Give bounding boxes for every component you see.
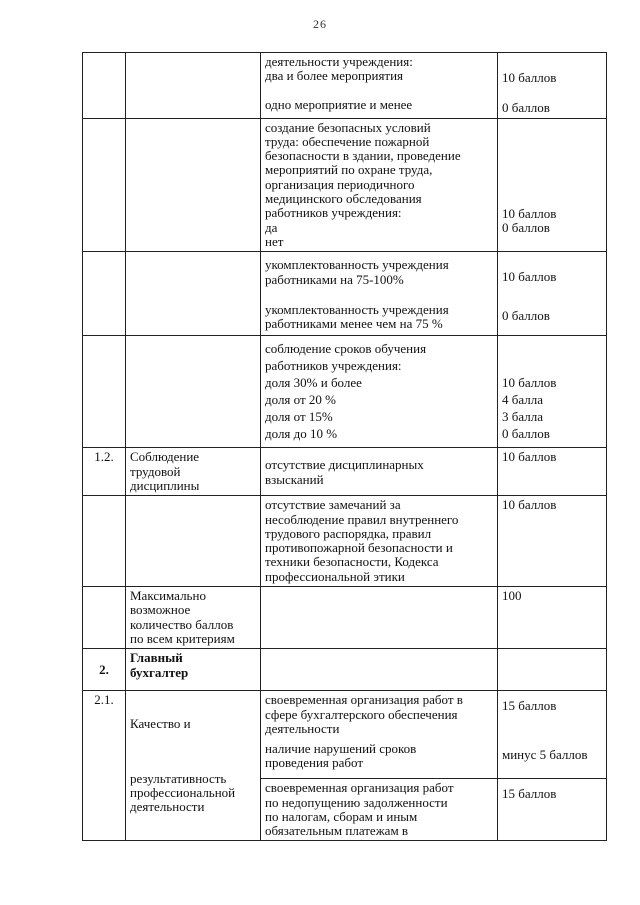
criterion-line: одно мероприятие и менее	[265, 96, 413, 112]
cell-number: 2.	[83, 649, 126, 691]
criterion-line: проведения работ	[265, 755, 364, 771]
indicator-line: деятельности	[130, 799, 205, 815]
criterion-line: по недопущению задолженности	[265, 794, 448, 810]
criterion-line: противопожарной безопасности и	[265, 540, 453, 556]
table-row	[83, 496, 607, 587]
points-value: 3 балла	[502, 409, 543, 425]
points-value: 10 баллов	[502, 205, 557, 221]
points-value: 10 баллов	[502, 449, 557, 465]
cell-criterion	[261, 587, 498, 649]
cell-indicator	[126, 336, 261, 448]
points-value: 0 баллов	[502, 307, 550, 323]
criteria-table	[82, 52, 607, 841]
indicator-line: Качество и	[130, 716, 191, 732]
cell-criterion	[261, 649, 498, 691]
criterion-line: работников учреждения:	[265, 205, 402, 221]
criterion-line: соблюдение сроков обучения	[265, 341, 427, 357]
criterion-line: по налогам, сборам и иным	[265, 808, 418, 824]
points-value: 0 баллов	[502, 100, 550, 116]
criterion-line: своевременная организация работ в	[265, 692, 463, 708]
table-row	[83, 118, 607, 252]
cell-points	[498, 496, 607, 587]
criterion-line: трудового распорядка, правил	[265, 525, 432, 541]
criterion-line: нет	[265, 233, 284, 249]
cell-indicator	[126, 649, 261, 691]
indicator-line: Соблюдение	[130, 449, 200, 465]
indicator-line: по всем критериям	[130, 630, 235, 646]
criterion-line: деятельности	[265, 720, 340, 736]
criterion-line: отсутствие замечаний за	[265, 497, 401, 513]
points-value: 0 баллов	[502, 219, 550, 235]
cell-indicator	[126, 252, 261, 336]
cell-criterion	[261, 336, 498, 448]
indicator-line: Главный	[130, 650, 183, 666]
cell-points	[498, 118, 607, 252]
cell-points	[498, 336, 607, 448]
cell-indicator	[126, 496, 261, 587]
option-label: доля 30% и более	[265, 375, 362, 391]
criterion-line: наличие нарушений сроков	[265, 741, 417, 757]
cell-criterion	[261, 53, 498, 119]
cell-number	[83, 252, 126, 336]
cell-points	[498, 448, 607, 496]
criterion-line: организация периодичного	[265, 176, 415, 192]
indicator-line: профессиональной	[130, 784, 236, 800]
cell-criterion	[261, 448, 498, 496]
cell-indicator	[126, 691, 261, 841]
indicator-line: Максимально	[130, 588, 206, 604]
cell-points	[498, 649, 607, 691]
cell-points	[498, 252, 607, 336]
criterion-line: обязательным платежам в	[265, 823, 409, 839]
points-value: 10 баллов	[502, 70, 557, 85]
points-value: 10 баллов	[502, 497, 557, 513]
criterion-line: труда: обеспечение пожарной	[265, 133, 430, 149]
table-row	[83, 53, 607, 119]
cell-number	[83, 496, 126, 587]
criterion-line: сфере бухгалтерского обеспечения	[265, 706, 458, 722]
criterion-line: техники безопасности, Кодекса	[265, 554, 439, 570]
cell-indicator	[126, 118, 261, 252]
points-value: 10 баллов	[502, 375, 557, 391]
criterion-line: укомплектованность учреждения	[265, 257, 449, 273]
points-value: 15 баллов	[502, 786, 557, 802]
criterion-line: несоблюдение правил внутреннего	[265, 511, 459, 527]
table-row	[83, 691, 607, 779]
points-value: 0 баллов	[502, 426, 550, 442]
criterion-line: отсутствие дисциплинарных	[265, 457, 424, 473]
table-row	[83, 448, 607, 496]
criterion-line: укомплектованность учреждения	[265, 301, 449, 317]
option-label: доля от 20 %	[265, 392, 336, 408]
indicator-line: бухгалтер	[130, 664, 189, 680]
cell-points	[498, 587, 607, 649]
cell-criterion	[261, 779, 498, 841]
cell-criterion	[261, 252, 498, 336]
cell-indicator	[126, 587, 261, 649]
cell-indicator	[126, 448, 261, 496]
table-row	[83, 252, 607, 336]
page-number: 26	[313, 17, 327, 31]
cell-points	[498, 779, 607, 841]
cell-number	[83, 336, 126, 448]
table-row	[83, 336, 607, 448]
criterion-line: работниками на 75-100%	[265, 271, 404, 287]
option-label: доля до 10 %	[265, 426, 338, 442]
cell-criterion	[261, 118, 498, 252]
cell-points	[498, 53, 607, 119]
cell-number	[83, 587, 126, 649]
cell-number: 1.2.	[83, 448, 126, 496]
points-value: 100	[502, 588, 522, 604]
criterion-line: медицинского обследования	[265, 191, 422, 207]
cell-indicator	[126, 53, 261, 119]
cell-criterion	[261, 691, 498, 779]
table-row	[83, 587, 607, 649]
indicator-line: результативность	[130, 770, 227, 786]
criterion-line: создание безопасных условий	[265, 119, 431, 135]
criterion-line: своевременная организация работ	[265, 780, 454, 796]
points-value: 15 баллов	[502, 698, 557, 714]
criterion-line: работниками менее чем на 75 %	[265, 316, 443, 332]
indicator-line: дисциплины	[130, 477, 200, 493]
cell-number: 2.1.	[83, 691, 126, 841]
points-value: 10 баллов	[502, 269, 557, 285]
criterion-line: безопасности в здании, проведение	[265, 148, 461, 164]
indicator-line: возможное	[130, 602, 191, 618]
criterion-line: профессиональной этики	[265, 568, 405, 584]
option-label: доля от 15%	[265, 409, 333, 425]
indicator-line: трудовой	[130, 463, 181, 479]
criterion-line: работников учреждения:	[265, 358, 402, 374]
criterion-line: два и более мероприятия	[265, 68, 404, 84]
criterion-line: да	[265, 219, 278, 235]
criterion-line: мероприятий по охране труда,	[265, 162, 433, 178]
cell-points	[498, 691, 607, 779]
cell-criterion	[261, 496, 498, 587]
cell-number	[83, 118, 126, 252]
points-value: минус 5 баллов	[502, 746, 588, 762]
indicator-line: количество баллов	[130, 616, 234, 632]
table-row	[83, 649, 607, 691]
criterion-line: взысканий	[265, 471, 324, 487]
cell-number	[83, 53, 126, 119]
criterion-line: деятельности учреждения:	[265, 54, 413, 69]
points-value: 4 балла	[502, 392, 543, 408]
